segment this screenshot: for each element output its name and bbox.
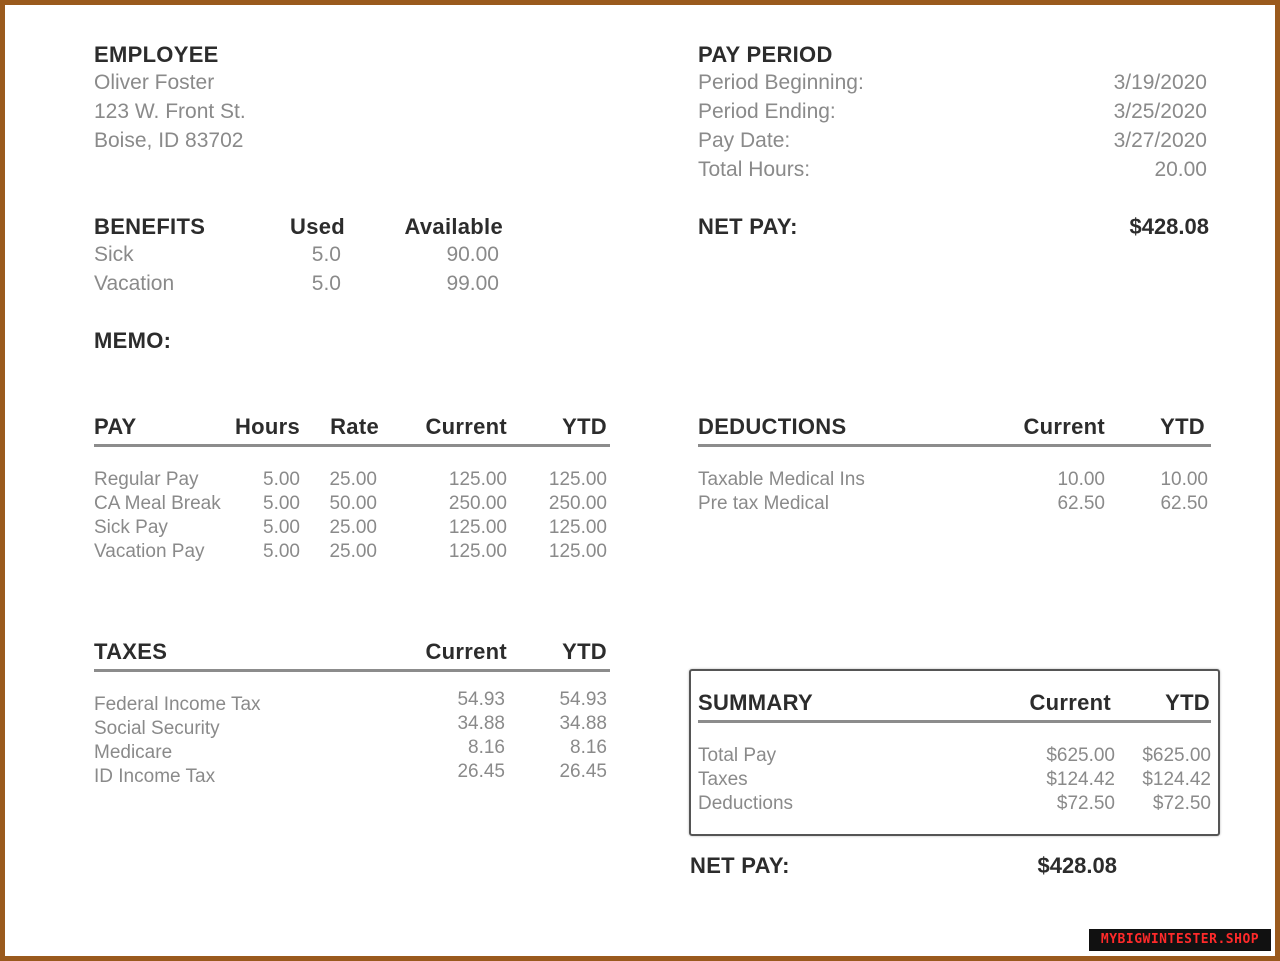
summary-row-name: Deductions [698,793,794,814]
period-ending-label: Period Ending: [698,100,836,123]
pay-row-ytd: 125.00 [548,541,607,562]
benefits-col-used: Used [290,214,345,239]
tax-row-current: 54.93 [457,689,505,710]
table-row [698,769,1211,793]
period-beginning-label: Period Beginning: [698,71,864,94]
pay-row-name: Sick Pay [94,517,168,538]
summary-col-current: Current [1029,690,1111,715]
summary-row-ytd: $124.42 [1142,769,1211,790]
taxes-col-current: Current [425,639,507,664]
deductions-col-ytd: YTD [1160,414,1205,439]
pay-row-name: CA Meal Break [94,493,221,514]
summary-row-current: $625.00 [1046,745,1115,766]
benefit-available-sick: 90.00 [446,243,499,266]
pay-row-current: 125.00 [448,469,507,490]
employee-address-line1: 123 W. Front St. [94,100,246,123]
pay-header-rule [94,444,610,447]
deduction-row-name: Taxable Medical Ins [698,469,865,490]
pay-row-ytd: 250.00 [548,493,607,514]
summary-net-pay-label: NET PAY: [690,853,790,878]
taxes-col-ytd: YTD [562,639,607,664]
deduction-row-ytd: 62.50 [1160,493,1208,514]
benefit-used-vacation: 5.0 [311,272,341,295]
tax-row-ytd: 8.16 [570,737,607,758]
tax-row-current: 26.45 [457,761,505,782]
pay-col-ytd: YTD [562,414,607,439]
summary-net-pay-value: $428.08 [1037,853,1117,878]
pay-row-rate: 25.00 [329,541,377,562]
deductions-col-current: Current [1023,414,1105,439]
summary-row-current: $124.42 [1046,769,1115,790]
summary-row-name: Total Pay [698,745,777,766]
table-row [94,761,610,790]
tax-row-name: Medicare [94,742,173,763]
table-row [698,493,1211,517]
summary-row-current: $72.50 [1056,793,1115,814]
pay-row-name: Vacation Pay [94,541,205,562]
employee-address-line2: Boise, ID 83702 [94,129,244,152]
pay-row-rate: 25.00 [329,517,377,538]
table-row [698,469,1211,493]
pay-heading: PAY [94,414,137,439]
tax-row-ytd: 54.93 [559,689,607,710]
tax-row-ytd: 26.45 [559,761,607,782]
pay-row-name: Regular Pay [94,469,199,490]
tax-row-name: Social Security [94,718,220,739]
watermark-badge: MYBIGWINTESTER.SHOP [1089,929,1271,951]
pay-row-hours: 5.00 [263,517,300,538]
deductions-header-rule [698,444,1211,447]
pay-col-rate: Rate [330,414,379,439]
tax-row-current: 8.16 [468,737,505,758]
deduction-row-current: 62.50 [1057,493,1105,514]
benefit-name-sick: Sick [94,243,134,266]
employee-heading: EMPLOYEE [94,42,219,67]
table-row [94,517,610,541]
pay-row-hours: 5.00 [263,493,300,514]
pay-row-ytd: 125.00 [548,517,607,538]
net-pay-label: NET PAY: [698,214,798,239]
deductions-heading: DEDUCTIONS [698,414,847,439]
benefit-used-sick: 5.0 [311,243,341,266]
table-row [698,793,1211,817]
taxes-heading: TAXES [94,639,168,664]
benefits-col-available: Available [404,214,503,239]
period-beginning-value: 3/19/2020 [1113,71,1207,94]
summary-header-rule [698,720,1211,723]
tax-row-ytd: 34.88 [559,713,607,734]
taxes-header-rule [94,669,610,672]
table-row [94,469,610,493]
pay-row-hours: 5.00 [263,469,300,490]
total-hours-value: 20.00 [1154,158,1207,181]
employee-name: Oliver Foster [94,71,215,94]
table-row [94,493,610,517]
tax-row-name: Federal Income Tax [94,694,261,715]
table-row [94,541,610,565]
pay-col-hours: Hours [234,414,300,439]
summary-row-ytd: $72.50 [1152,793,1211,814]
benefit-available-vacation: 99.00 [446,272,499,295]
deduction-row-ytd: 10.00 [1160,469,1208,490]
net-pay-value: $428.08 [1129,214,1209,239]
summary-row-ytd: $625.00 [1142,745,1211,766]
deduction-row-current: 10.00 [1057,469,1105,490]
table-row [698,745,1211,769]
summary-row-name: Taxes [698,769,748,790]
pay-date-value: 3/27/2020 [1113,129,1207,152]
pay-row-rate: 50.00 [329,493,377,514]
pay-row-hours: 5.00 [263,541,300,562]
pay-row-ytd: 125.00 [548,469,607,490]
deduction-row-name: Pre tax Medical [698,493,829,514]
pay-row-current: 125.00 [448,541,507,562]
pay-date-label: Pay Date: [698,129,791,152]
benefits-heading: BENEFITS [94,214,206,239]
memo-label: MEMO: [94,328,172,353]
tax-row-name: ID Income Tax [94,766,216,787]
benefit-name-vacation: Vacation [94,272,175,295]
pay-period-heading: PAY PERIOD [698,42,833,67]
tax-row-current: 34.88 [457,713,505,734]
summary-col-ytd: YTD [1165,690,1210,715]
pay-row-rate: 25.00 [329,469,377,490]
total-hours-label: Total Hours: [698,158,811,181]
period-ending-value: 3/25/2020 [1113,100,1207,123]
pay-col-current: Current [425,414,507,439]
pay-row-current: 250.00 [448,493,507,514]
summary-heading: SUMMARY [698,690,813,715]
pay-row-current: 125.00 [448,517,507,538]
